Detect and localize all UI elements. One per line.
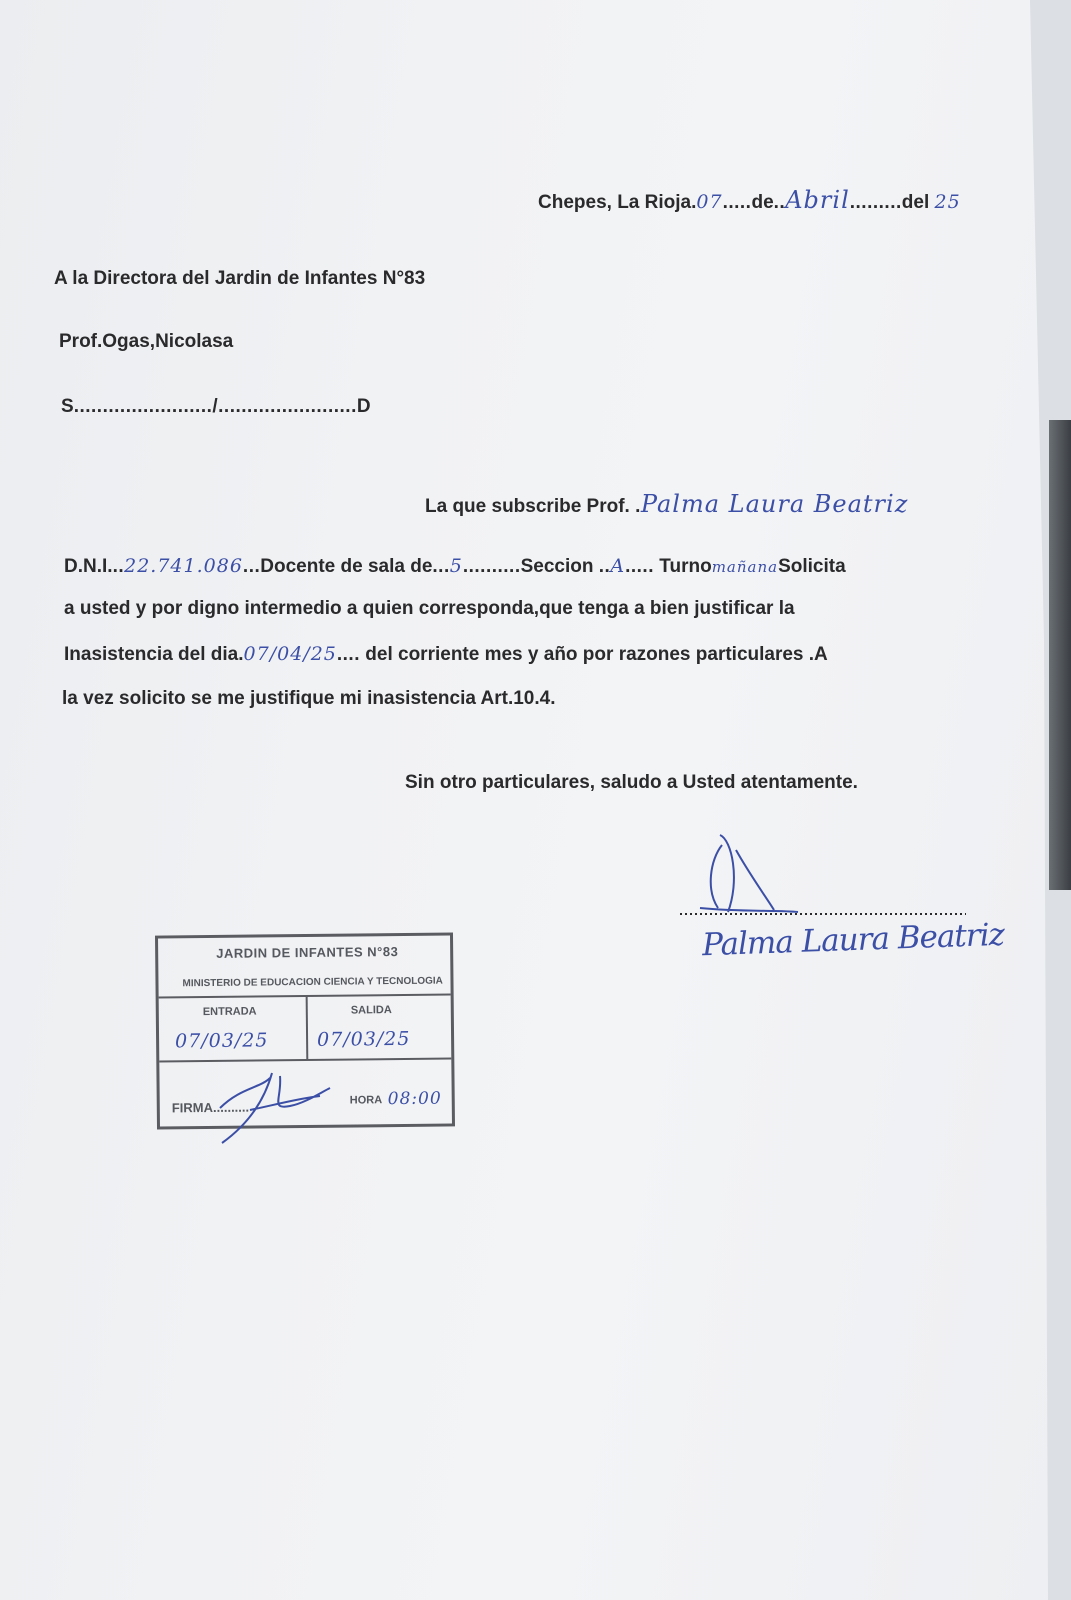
month-handwritten: Abril	[785, 186, 850, 214]
de-label: de	[751, 192, 774, 213]
d-letter: D	[356, 396, 371, 417]
s-letter: S	[61, 396, 74, 417]
subscriber-name-handwritten: Palma Laura Beatriz	[640, 490, 909, 518]
stamp-salida-date: 07/03/25	[316, 1027, 411, 1051]
stamp-title: JARDIN DE INFANTES N°83	[216, 944, 399, 961]
subscriber-line: La que subscribe Prof. .Palma Laura Beatriz	[425, 490, 909, 518]
body-line-1: D.N.I...22.741.086...Docente de sala de...5..........Seccion ..A..... TurnomañanaSolicita	[64, 555, 846, 577]
dni-label: D.N.I.	[64, 556, 113, 577]
subscriber-label: La que subscribe Prof.	[425, 496, 630, 517]
turno-label: Turno	[659, 556, 712, 577]
body-line-2: a usted y por digno intermedio a quien corresponda,que tenga a bien justificar la	[64, 598, 795, 619]
signature-name-handwritten: Palma Laura Beatriz	[701, 916, 1005, 964]
stamp-hora-label: HORA	[349, 1094, 383, 1107]
stamp-entrada-date: 07/03/25	[174, 1029, 269, 1053]
recipient-line-3: S......................../........................D	[61, 396, 371, 417]
stamp-hora-value: 08:00	[387, 1088, 442, 1110]
stamp-subtitle: MINISTERIO DE EDUCACION CIENCIA Y TECNOLOGIA	[182, 975, 443, 990]
docente-label: Docente de sala de	[260, 556, 433, 577]
seccion-label: Seccion	[520, 556, 594, 577]
body-line-4: la vez solicito se me justifique mi inasistencia Art.10.4.	[62, 688, 556, 709]
recipient-line-2: Prof.Ogas,Nicolasa	[59, 331, 234, 352]
body-line-3: Inasistencia del dia.07/04/25.... del corriente mes y año por razones particulares .A	[64, 643, 828, 665]
stamp-signature-scribble	[210, 1048, 340, 1148]
stamp-firma-label: FIRMA..........	[171, 1099, 250, 1116]
turno-handwritten: mañana	[711, 558, 779, 576]
place-date-prefix: Chepes, La Rioja.	[538, 192, 697, 213]
year-handwritten: 25	[934, 191, 961, 213]
dni-handwritten: 22.741.086	[124, 555, 243, 577]
stamp-salida-label: SALIDA	[350, 1004, 392, 1017]
solicita-label: Solicita	[778, 556, 846, 577]
stamp-entrada-label: ENTRADA	[202, 1005, 257, 1019]
seccion-handwritten: A	[610, 555, 626, 577]
closing-line: Sin otro particulares, saludo a Usted atentamente.	[405, 772, 858, 793]
background-edge	[1049, 420, 1071, 890]
corriente-text: del corriente mes y año por razones particulares .A	[365, 644, 828, 665]
stamp-header	[158, 935, 451, 998]
day-handwritten: 07	[696, 191, 723, 213]
del-label: del	[901, 192, 930, 213]
recipient-line-1: A la Directora del Jardin de Infantes N°83	[54, 268, 426, 289]
inasistencia-label: Inasistencia del dia.	[64, 644, 244, 665]
place-date-line: Chepes, La Rioja.07.....de..Abril.........del 25	[538, 186, 961, 214]
signature-scribble	[680, 820, 980, 930]
sala-handwritten: 5	[449, 555, 463, 577]
absence-date-handwritten: 07/04/25	[243, 643, 337, 665]
